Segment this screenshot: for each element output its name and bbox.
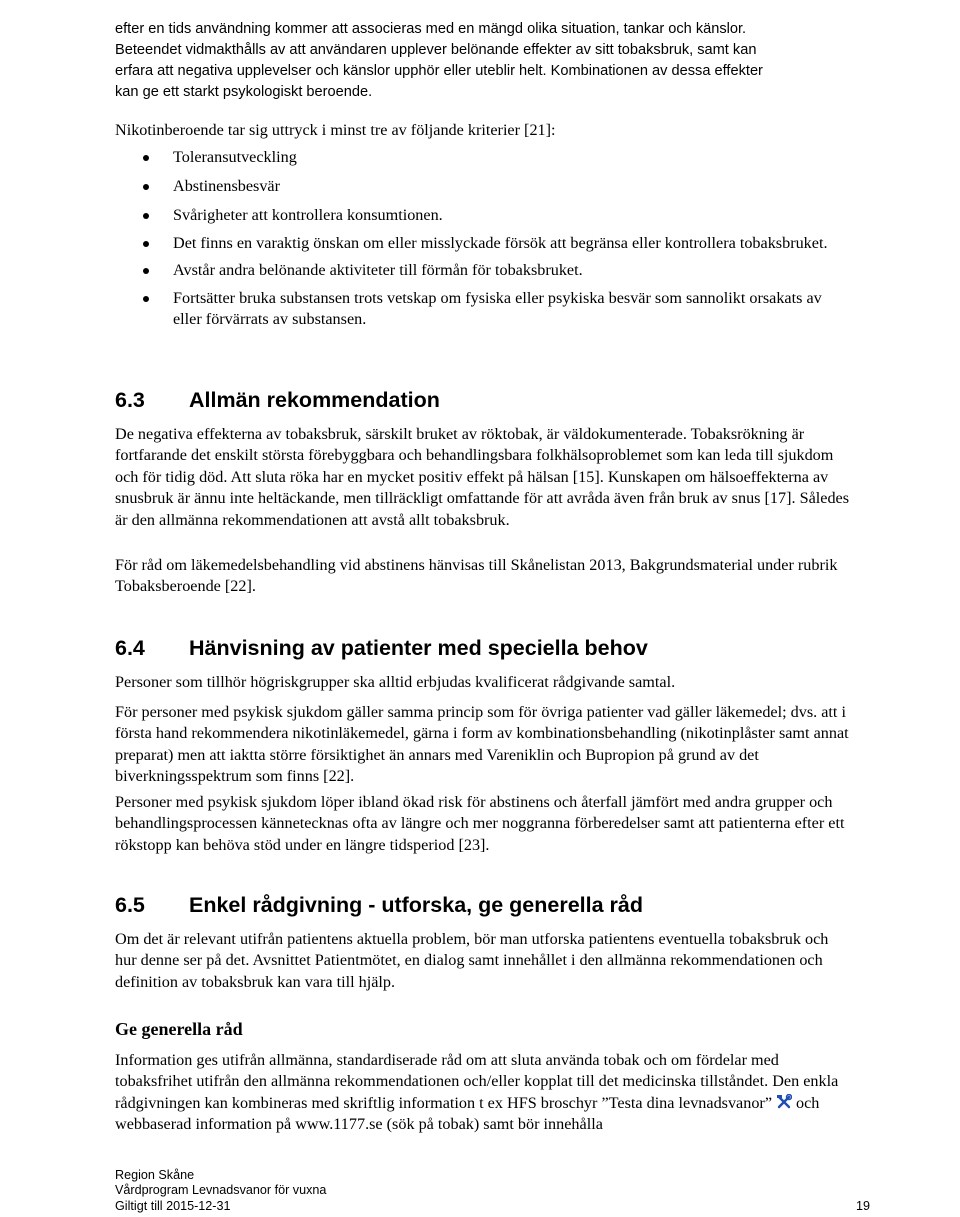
section-title: Allmän rekommendation [189,388,440,412]
list-item [115,176,835,197]
section-title: Enkel rådgivning - utforska, ge generella råd [189,893,644,917]
section-6-4-paragraph-1: Personer som tillhör högriskgrupper ska alltid erbjudas kvalificerat rådgivande samtal. [115,673,676,691]
bullet-icon [143,213,149,219]
section-number: 6.4 [115,636,145,660]
list-item-text: Abstinensbesvär [173,177,280,196]
list-item-text: Det finns en varaktig önskan om eller misslyckade försök att begränsa eller kontrollera tobaksbruket. [173,233,828,252]
list-item [115,260,835,281]
section-number: 6.5 [115,893,145,917]
subheading: Ge generella råd [115,1019,243,1039]
section-6-3-paragraph-2: För råd om läkemedelsbehandling vid abstinens hänvisas till Skånelistan 2013, Bakgrundsmaterial under rubrik Tobaksberoende [22]. [115,556,838,596]
section-heading-6-5 [115,892,643,918]
intro-line: efter en tids användning kommer att associeras med en mängd olika situation, tankar och känslor. [115,21,747,37]
criteria-list [115,147,835,336]
section-6-3-paragraph-1: De negativa effekterna av tobaksbruk, särskilt bruket av röktobak, är väldokumenterade. Tobaksrökning är fortfarande det enskilt största förebyggbara och behandlingsbara folkhälsoproblemet som kan leda till sjukdom och för tidig död. Att sluta röka har en mycket positiv effekt på hälsan [15]. Kunskapen om hälsoeffekterna av snusbruk är ännu inte heltäckande, men tillräckligt omfattande för att avråda även från bruk av snus [17]. Således är den allmänna rekommendationen att avstå allt tobaksbruk. [115,425,850,529]
intro-line: erfara att negativa upplevelser och känslor upphör eller uteblir helt. Kombinationen av dessa effekter [115,63,763,79]
bullet-icon [143,241,149,247]
list-item [115,233,835,254]
page-number: 19 [855,1198,870,1213]
bullet-icon [143,296,149,302]
list-item [115,288,835,331]
section-number: 6.3 [115,388,145,412]
footer-validity: Giltigt till 2015-12-31 [115,1198,231,1213]
list-item-text: Svårigheter att kontrollera konsumtionen. [173,206,443,225]
footer-document-title: Vårdprogram Levnadsvanor för vuxna [115,1183,327,1198]
list-item-text: Toleransutveckling [173,148,297,166]
bullet-icon [143,155,149,161]
section-heading-6-3 [115,387,440,413]
section-6-5-paragraph-2 [115,1050,850,1136]
list-item [115,205,835,226]
intro-line: Beteendet vidmakthålls av att användaren upplever belönande effekter av sitt tobaksbruk, samt kan [115,42,757,58]
section-title: Hänvisning av patienter med speciella behov [189,636,648,660]
bullet-icon [143,184,149,190]
section-6-4-paragraph-2: För personer med psykisk sjukdom gäller samma princip som för övriga patienter vad gäller läkemedel; dvs. att i första hand rekommendera nikotinläkemedel, gärna i form av kombinationsbehandling (nikotinplåster samt annat preparat) men att iaktta större försiktighet än annars med Vareniklin och Bupropion på grund av det biverkningsspektrum som finns [22]. [115,703,849,786]
page-footer [115,1168,870,1214]
tools-icon [776,1094,792,1110]
section-heading-6-4 [115,635,648,661]
list-item-text: Fortsätter bruka substansen trots vetskap om fysiska eller psykiska besvär som sannolikt orsakats av eller förvärrats av substansen. [173,288,822,329]
list-item [115,147,835,168]
section-6-5-paragraph-1: Om det är relevant utifrån patientens aktuella problem, bör man utforska patientens eventuella tobaksbruk och hur denne ser på det. Avsnittet Patientmötet, en dialog samt innehållet i den allmänna rekommendationen och definition av tobaksbruk kan vara till hjälp. [115,930,829,991]
intro-line: kan ge ett starkt psykologiskt beroende. [115,84,373,100]
paragraph-text: Information ges utifrån allmänna, standardiserade råd om att sluta använda tobak och om fördelar med tobaksfrihet utifrån den allmänna rekommendationen och/eller kopplat till det medicinska tillståndet. Den enkla rådgivningen kan kombineras med skriftlig information t ex HFS broschyr ”Testa dina levnadsvanor” [115,1051,839,1112]
list-item-text: Avstår andra belönande aktiviteter till förmån för tobaksbruket. [173,261,583,280]
intro-paragraph [115,19,855,103]
paragraph-text: och webbaserad information på www.1177.se (sök på tobak) samt bör innehålla [115,1093,820,1134]
bullet-icon [143,268,149,274]
criteria-intro: Nikotinberoende tar sig uttryck i minst tre av följande kriterier [21]: [115,121,556,139]
footer-organization: Region Skåne [115,1168,195,1182]
section-6-4-paragraph-3: Personer med psykisk sjukdom löper ibland ökad risk för abstinens och återfall jämfört med andra grupper och behandlingsprocessen kännetecknas ofta av längre och mer noggranna förberedelser samt att patienterna efter ett rökstopp kan behöva stöd under en längre tidsperiod [23]. [115,793,845,854]
